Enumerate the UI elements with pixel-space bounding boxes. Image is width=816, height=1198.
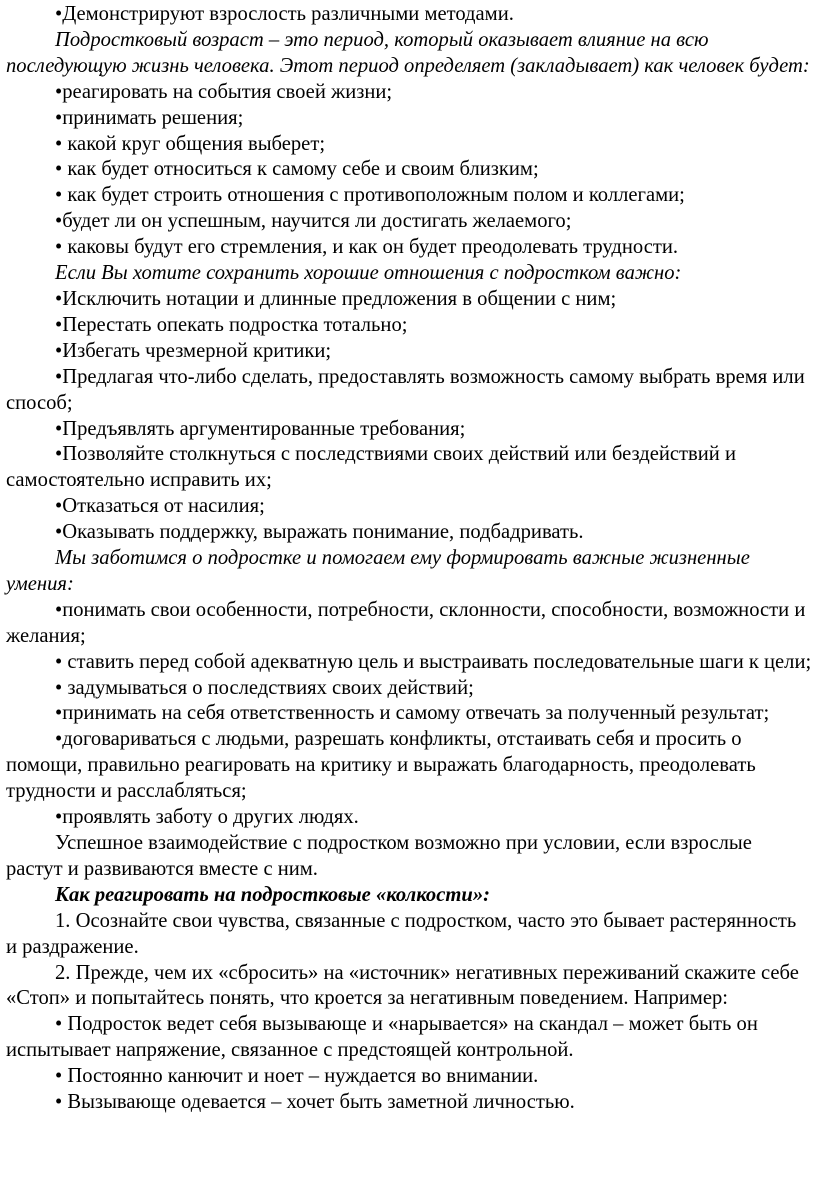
list-item: •договариваться с людьми, разрешать конфликты, отстаивать себя и просить о помощи, правильно реагировать на критику и выражать благодарность, преодолевать трудности и расслабляться; <box>6 728 756 803</box>
list-item: •Перестать опекать подростка тотально; <box>55 313 408 336</box>
numbered-item: 1. Осознайте свои чувства, связанные с подростком, часто это бывает растерянность и раздражение. <box>6 909 797 958</box>
paragraph: Успешное взаимодействие с подростком возможно при условии, если взрослые растут и развиваются вместе с ним. <box>6 832 752 880</box>
list-item: • Постоянно канючит и ноет – нуждается во внимании. <box>55 1065 539 1088</box>
list-item: • Вызывающе одевается – хочет быть заметной личностью. <box>55 1091 575 1114</box>
list-item: • Подросток ведет себя вызывающе и «нарывается» на скандал – может быть он испытывает напряжение, связанное с предстоящей контрольной. <box>6 1013 758 1062</box>
paragraph-italic: Подростковый возраст – это период, который оказывает влияние на всю последующую жизнь человека. Этот период определяет (закладывает) как человек будет: <box>6 28 810 77</box>
list-item: •принимать решения; <box>55 106 244 129</box>
list-item: • как будет относиться к самому себе и своим близким; <box>55 158 539 181</box>
list-item: •Предлагая что-либо сделать, предоставлять возможность самому выбрать время или способ; <box>6 365 805 414</box>
list-item: •проявлять заботу о других людях. <box>55 806 359 829</box>
numbered-item: 2. Прежде, чем их «сбросить» на «источник» негативных переживаний скажите себе «Стоп» и попытайтесь понять, что кроется за негативным поведением. Например: <box>6 961 799 1010</box>
list-item: •принимать на себя ответственность и самому отвечать за полученный результат; <box>55 702 770 725</box>
list-item: •Исключить нотации и длинные предложения в общении с ним; <box>55 287 617 310</box>
list-item: •реагировать на события своей жизни; <box>55 80 393 103</box>
list-item: • какой круг общения выберет; <box>55 132 326 155</box>
list-item: •будет ли он успешным, научится ли достигать желаемого; <box>55 210 572 233</box>
list-item: •Отказаться от насилия; <box>55 495 265 518</box>
paragraph-italic: Мы заботимся о подростке и помогаем ему формировать важные жизненные умения: <box>6 547 750 595</box>
list-item: •Оказывать поддержку, выражать понимание, подбадривать. <box>55 521 584 544</box>
list-item: • как будет строить отношения с противоположным полом и коллегами; <box>55 184 685 207</box>
list-item: •Позволяйте столкнуться с последствиями своих действий или бездействий и самостоятельно исправить их; <box>6 443 736 492</box>
document-page <box>6 2 812 1116</box>
paragraph: •Демонстрируют взрослость различными методами. <box>55 3 514 25</box>
section-heading: Как реагировать на подростковые «колкости»: <box>55 883 490 906</box>
list-item: •Предъявлять аргументированные требования; <box>55 417 466 440</box>
paragraph-italic: Если Вы хотите сохранить хорошие отношения с подростком важно: <box>55 262 682 285</box>
list-item: •Избегать чрезмерной критики; <box>55 339 332 362</box>
list-item: • каковы будут его стремления, и как он будет преодолевать трудности. <box>55 236 679 259</box>
list-item: • ставить перед собой адекватную цель и выстраивать последовательные шаги к цели; <box>55 650 812 673</box>
list-item: • задумываться о последствиях своих действий; <box>55 676 474 699</box>
list-item: •понимать свои особенности, потребности, склонности, способности, возможности и желания; <box>6 598 806 647</box>
